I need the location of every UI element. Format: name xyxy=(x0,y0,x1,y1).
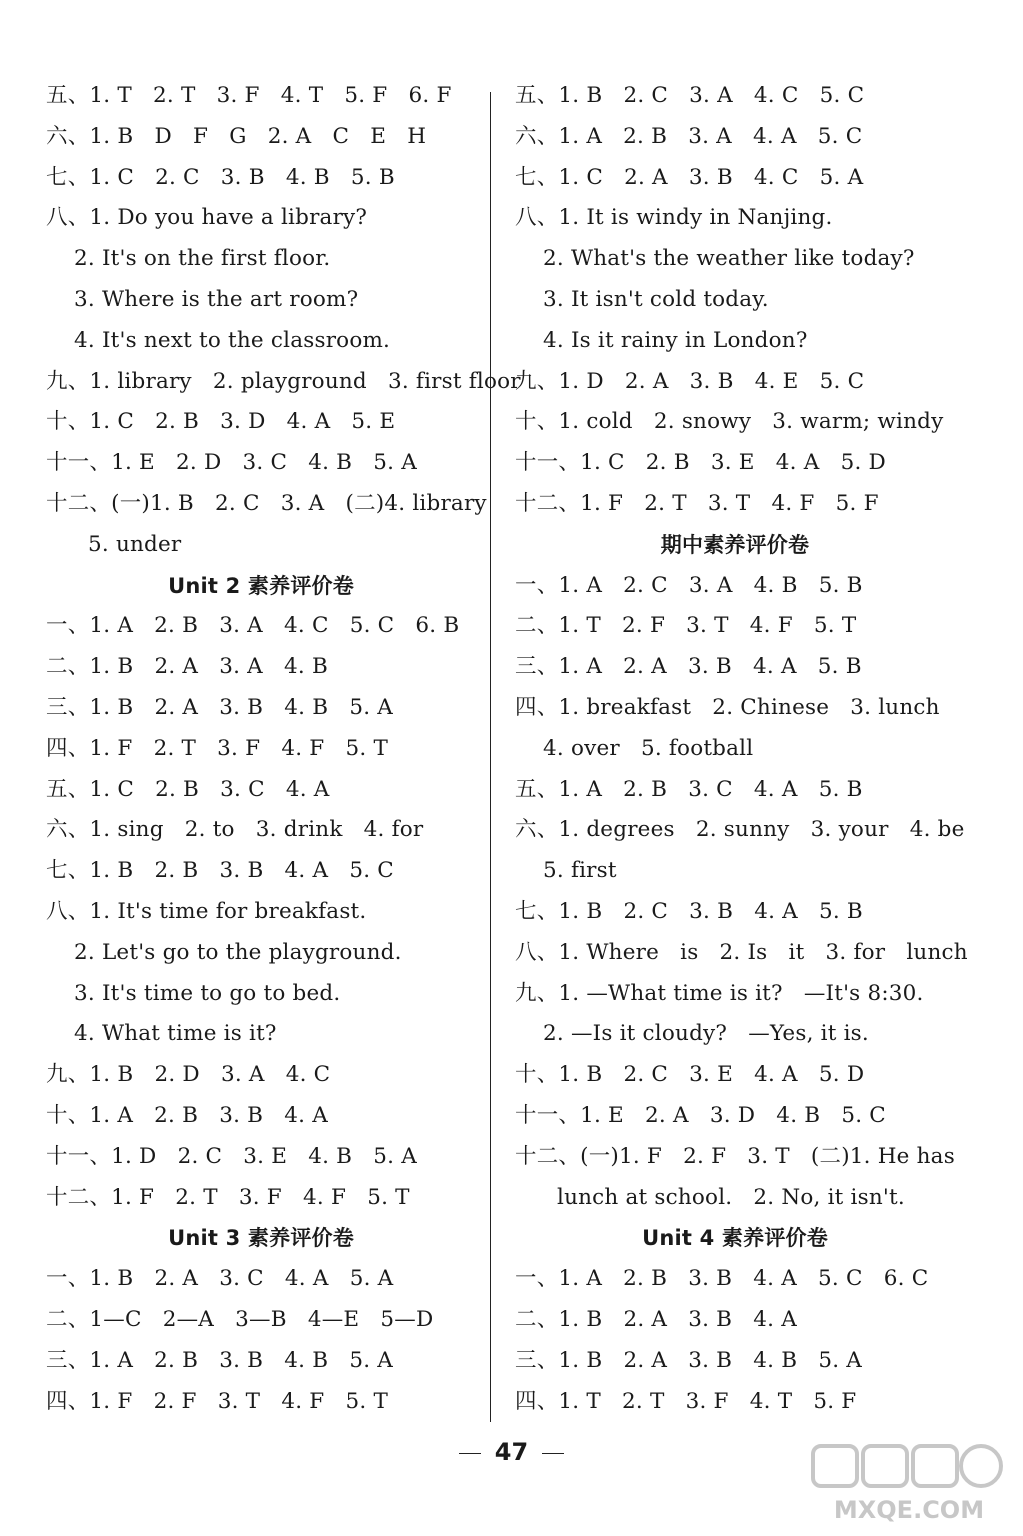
answer-line: 5. first xyxy=(543,858,617,884)
watermark-text: MXQE.COM xyxy=(833,1496,985,1524)
answer-line: 三、1. B 2. A 3. B 4. B 5. A xyxy=(515,1347,862,1373)
answer-line: 一、1. A 2. B 3. B 4. A 5. C 6. C xyxy=(515,1266,929,1292)
answer-line: 五、1. B 2. C 3. A 4. C 5. C xyxy=(515,83,865,108)
answer-line: 七、1. C 2. A 3. B 4. C 5. A xyxy=(515,164,864,190)
watermark-box-2 xyxy=(863,1446,907,1486)
answer-line: 十二、1. F 2. T 3. T 4. F 5. F xyxy=(515,490,879,516)
answer-line: 一、1. A 2. C 3. A 4. B 5. B xyxy=(515,572,863,598)
answer-line: 十、1. A 2. B 3. B 4. A xyxy=(46,1102,328,1128)
answer-line: 十二、1. F 2. T 3. F 4. F 5. T xyxy=(46,1184,410,1210)
page-number-dash-right xyxy=(542,1453,564,1454)
page-number-dash-left xyxy=(459,1453,481,1454)
answer-line: 4. What time is it? xyxy=(74,1021,277,1047)
answer-line: 一、1. B 2. A 3. C 4. A 5. A xyxy=(46,1266,394,1292)
answer-line: 五、1. C 2. B 3. C 4. A xyxy=(46,776,330,802)
answer-line: 二、1. B 2. A 3. B 4. A xyxy=(515,1306,797,1332)
section-heading: Unit 2 素养评价卷 xyxy=(168,573,354,598)
answer-line: 六、1. sing 2. to 3. drink 4. for xyxy=(46,817,424,843)
answer-line: 2. —Is it cloudy? —Yes, it is. xyxy=(543,1021,869,1047)
answer-line: 三、1. A 2. B 3. B 4. B 5. A xyxy=(46,1347,393,1373)
answer-line: 4. Is it rainy in London? xyxy=(543,327,808,353)
answer-line: 十一、1. D 2. C 3. E 4. B 5. A xyxy=(46,1143,417,1169)
answer-line: 六、1. degrees 2. sunny 3. your 4. be xyxy=(515,817,965,843)
answer-line: 三、1. B 2. A 3. B 4. B 5. A xyxy=(46,694,393,720)
answer-line: 十二、(一)1. B 2. C 3. A (二)4. library xyxy=(46,490,487,516)
answer-line: 5. under xyxy=(88,531,182,557)
answer-line: 八、1. Where is 2. Is it 3. for lunch xyxy=(515,939,968,965)
answer-line: 4. over 5. football xyxy=(543,735,754,761)
answer-line: 五、1. T 2. T 3. F 4. T 5. F 6. F xyxy=(46,83,452,108)
section-heading: Unit 4 素养评价卷 xyxy=(642,1226,828,1251)
watermark-logo xyxy=(809,1442,1009,1528)
watermark-box-3 xyxy=(913,1446,957,1486)
answer-line: 七、1. B 2. C 3. B 4. A 5. B xyxy=(515,898,863,924)
answer-line: 九、1. B 2. D 3. A 4. C xyxy=(46,1062,331,1088)
answer-line: 十一、1. E 2. D 3. C 4. B 5. A xyxy=(46,450,417,476)
watermark-circle xyxy=(961,1446,1001,1486)
answer-line: 六、1. B D F G 2. A C E H xyxy=(46,123,427,149)
column-divider xyxy=(490,92,491,1422)
answer-line: 十、1. B 2. C 3. E 4. A 5. D xyxy=(515,1062,865,1088)
answer-line: 十二、(一)1. F 2. F 3. T (二)1. He has xyxy=(515,1143,955,1169)
answer-column-right xyxy=(515,76,968,1422)
section-heading: 期中素养评价卷 xyxy=(660,532,810,557)
page-number-value: 47 xyxy=(494,1438,529,1466)
answer-line: 二、1—C 2—A 3—B 4—E 5—D xyxy=(46,1306,434,1332)
answer-line: 二、1. B 2. A 3. A 4. B xyxy=(46,654,328,680)
answer-line: 3. It's time to go to bed. xyxy=(74,980,341,1006)
answer-line: 七、1. B 2. B 3. B 4. A 5. C xyxy=(46,858,394,884)
answer-line: 十一、1. E 2. A 3. D 4. B 5. C xyxy=(515,1102,886,1128)
answer-line: 六、1. A 2. B 3. A 4. A 5. C xyxy=(515,123,863,149)
answer-line: 九、1. —What time is it? —It's 8:30. xyxy=(515,980,924,1006)
answer-line: 八、1. It's time for breakfast. xyxy=(46,898,367,924)
answer-line: 十、1. cold 2. snowy 3. warm; windy xyxy=(515,409,944,435)
answer-line: 4. It's next to the classroom. xyxy=(74,327,391,353)
answer-line: 九、1. library 2. playground 3. first floor xyxy=(46,368,521,394)
answer-line: 四、1. T 2. T 3. F 4. T 5. F xyxy=(515,1388,857,1414)
answer-column-left xyxy=(46,76,521,1422)
answer-line: 十、1. C 2. B 3. D 4. A 5. E xyxy=(46,409,396,435)
answer-line: 二、1. T 2. F 3. T 4. F 5. T xyxy=(515,613,857,639)
answer-line: 四、1. F 2. F 3. T 4. F 5. T xyxy=(46,1388,388,1414)
answer-line: 四、1. breakfast 2. Chinese 3. lunch xyxy=(515,694,940,720)
answer-line: 一、1. A 2. B 3. A 4. C 5. C 6. B xyxy=(46,613,460,639)
section-heading: Unit 3 素养评价卷 xyxy=(168,1226,354,1251)
answer-line: 八、1. It is windy in Nanjing. xyxy=(515,205,833,231)
answer-line: 3. Where is the art room? xyxy=(74,286,359,312)
watermark-box-1 xyxy=(813,1446,857,1486)
answer-line: 十一、1. C 2. B 3. E 4. A 5. D xyxy=(515,450,886,476)
answer-line: 2. Let's go to the playground. xyxy=(74,939,402,965)
answer-line: 九、1. D 2. A 3. B 4. E 5. C xyxy=(515,368,865,394)
answer-line: 2. It's on the first floor. xyxy=(74,246,331,272)
answer-line: 四、1. F 2. T 3. F 4. F 5. T xyxy=(46,735,388,761)
answer-line: 三、1. A 2. A 3. B 4. A 5. B xyxy=(515,654,862,680)
answer-line: 七、1. C 2. C 3. B 4. B 5. B xyxy=(46,164,395,190)
answer-line: 2. What's the weather like today? xyxy=(543,246,915,272)
answer-line: 3. It isn't cold today. xyxy=(543,286,769,312)
answer-line: lunch at school. 2. No, it isn't. xyxy=(557,1184,905,1210)
answer-line: 五、1. A 2. B 3. C 4. A 5. B xyxy=(515,776,863,802)
answer-line: 八、1. Do you have a library? xyxy=(46,205,368,231)
